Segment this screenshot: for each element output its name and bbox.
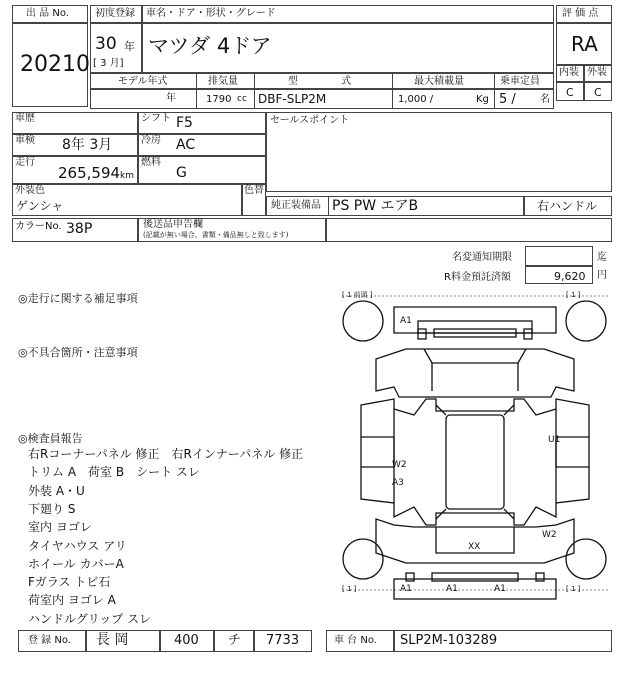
report-line: 室内 ヨゴレ — [28, 520, 92, 534]
inspection-label: 車検 — [15, 135, 35, 146]
type: DBF-SLP2M — [258, 92, 327, 106]
max-load-unit: Kg — [476, 94, 489, 105]
interior-grade: C — [566, 86, 574, 99]
report-line: ホイール カバーA — [28, 557, 124, 571]
mileage: 265,594 — [58, 164, 121, 182]
mark-right-rear-side: U1 — [548, 435, 561, 445]
reg-no-label: 登 録 No. — [28, 635, 71, 646]
mark-rear-bumper-2: A1 — [446, 584, 458, 594]
eval-score: RA — [571, 32, 598, 56]
eval-label: 評 価 点 — [562, 8, 599, 19]
bracket-rear-left: [ 1 ] — [342, 585, 357, 593]
after-report-note: (記載が無い場合、書類・備品無しと致します) — [143, 231, 289, 239]
type-label: 型 式 — [288, 76, 352, 87]
capacity: 5 / — [499, 92, 516, 107]
reg-kana: チ — [228, 633, 242, 648]
after-report-label: 後送品申告欄 — [143, 219, 203, 230]
name-label: 車名・ドア・形状・グレード — [146, 8, 276, 19]
color-no-label: カラーNo. — [15, 221, 62, 232]
inspector-report-heading: ◎検査員報告 — [18, 432, 83, 445]
bracket-rear-right: [ 1 ] — [566, 585, 581, 593]
bracket-front-left: [ 1 前頭 ] — [342, 291, 373, 299]
mark-left-side-lower: A3 — [392, 478, 404, 488]
reg-year: 30 — [95, 34, 117, 54]
model-year-unit: 年 — [166, 93, 176, 104]
capacity-unit: 名 — [540, 94, 550, 105]
ac: AC — [176, 137, 196, 153]
mark-rear-roof: XX — [468, 542, 481, 552]
exterior-label: 外装 — [587, 67, 607, 78]
name-change-suffix: 迄 — [597, 252, 607, 263]
chassis: SLP2M-103289 — [400, 633, 498, 648]
color-no: 38P — [66, 221, 93, 237]
name-change-value-cell — [525, 246, 593, 266]
name-change-label: 名変通知期限 — [452, 252, 512, 263]
ac-label: 冷房 — [141, 135, 161, 146]
lot-no-label: 出 品 No. — [26, 8, 69, 19]
driving-notes-heading: ◎走行に関する補足事項 — [18, 292, 138, 305]
reg-area: 長 岡 — [96, 632, 129, 648]
recycle-label: R料金預託済額 — [444, 272, 511, 283]
mileage-label: 走行 — [15, 157, 35, 168]
bracket-front-right: [ 1 ] — [566, 291, 581, 299]
recycle-amount: 9,620 — [554, 270, 586, 283]
interior-label: 内装 — [559, 67, 579, 78]
displacement-unit: cc — [237, 94, 247, 104]
reg-month: [ 3 月] — [93, 58, 124, 69]
shift-label: シフト — [141, 113, 171, 124]
capacity-label: 乗車定員 — [500, 76, 540, 87]
first-reg-label: 初度登録 — [95, 8, 135, 19]
max-load: 1,000 / — [398, 94, 434, 105]
mark-left-side-upper: W2 — [392, 460, 407, 470]
displacement-label: 排気量 — [208, 76, 238, 87]
mark-rear-bumper-3: A1 — [494, 584, 506, 594]
report-line: 右Rコーナーパネル 修正 右Rインナーパネル 修正 — [28, 447, 304, 461]
lot-no: 20210 — [20, 52, 90, 77]
exterior-grade: C — [594, 86, 602, 99]
max-load-label: 最大積載量 — [414, 76, 464, 87]
car-damage-diagram — [336, 287, 614, 607]
report-line: タイヤハウス アリ — [28, 539, 127, 553]
history-label: 車歴 — [15, 113, 35, 124]
color-change-label: 色替 — [244, 185, 264, 196]
chassis-label: 車 台 No. — [334, 635, 377, 646]
reg-class: 400 — [174, 633, 199, 648]
reg-year-unit: 年 — [124, 40, 135, 53]
car-name: マツダ 4ドア — [148, 34, 272, 58]
report-line: トリム A 荷室 B シート スレ — [28, 465, 200, 479]
fuel: G — [176, 165, 187, 181]
reg-number: 7733 — [266, 633, 300, 648]
steering: 右ハンドル — [537, 199, 598, 213]
report-line: 荷室内 ヨゴレ A — [28, 593, 116, 607]
ext-color: ゲンシャ — [16, 199, 64, 213]
displacement: 1790 — [206, 94, 232, 105]
model-year-label: モデル年式 — [118, 76, 168, 87]
report-line: Fガラス トビ石 — [28, 575, 111, 589]
ext-color-label: 外装色 — [15, 185, 45, 196]
recycle-unit: 円 — [597, 270, 607, 281]
equipment-label: 純正装備品 — [271, 200, 321, 211]
report-line: 下廻り S — [28, 502, 76, 516]
mark-rear-bumper-1: A1 — [400, 584, 412, 594]
report-line: 外装 A・U — [28, 484, 85, 498]
mark-front-bumper: A1 — [400, 316, 412, 326]
shift: F5 — [176, 115, 193, 131]
mark-right-rear-corner: W2 — [542, 530, 557, 540]
defects-heading: ◎不具合箇所・注意事項 — [18, 346, 138, 359]
sales-point-label: セールスポイント — [270, 115, 350, 126]
report-line: ハンドルグリップ スレ — [28, 612, 152, 626]
after-report-blank — [326, 218, 612, 242]
inspection: 8年 3月 — [62, 137, 113, 153]
equipment: PS PW エアB — [332, 198, 419, 214]
mileage-unit: km — [120, 171, 134, 181]
fuel-label: 燃料 — [141, 157, 161, 168]
